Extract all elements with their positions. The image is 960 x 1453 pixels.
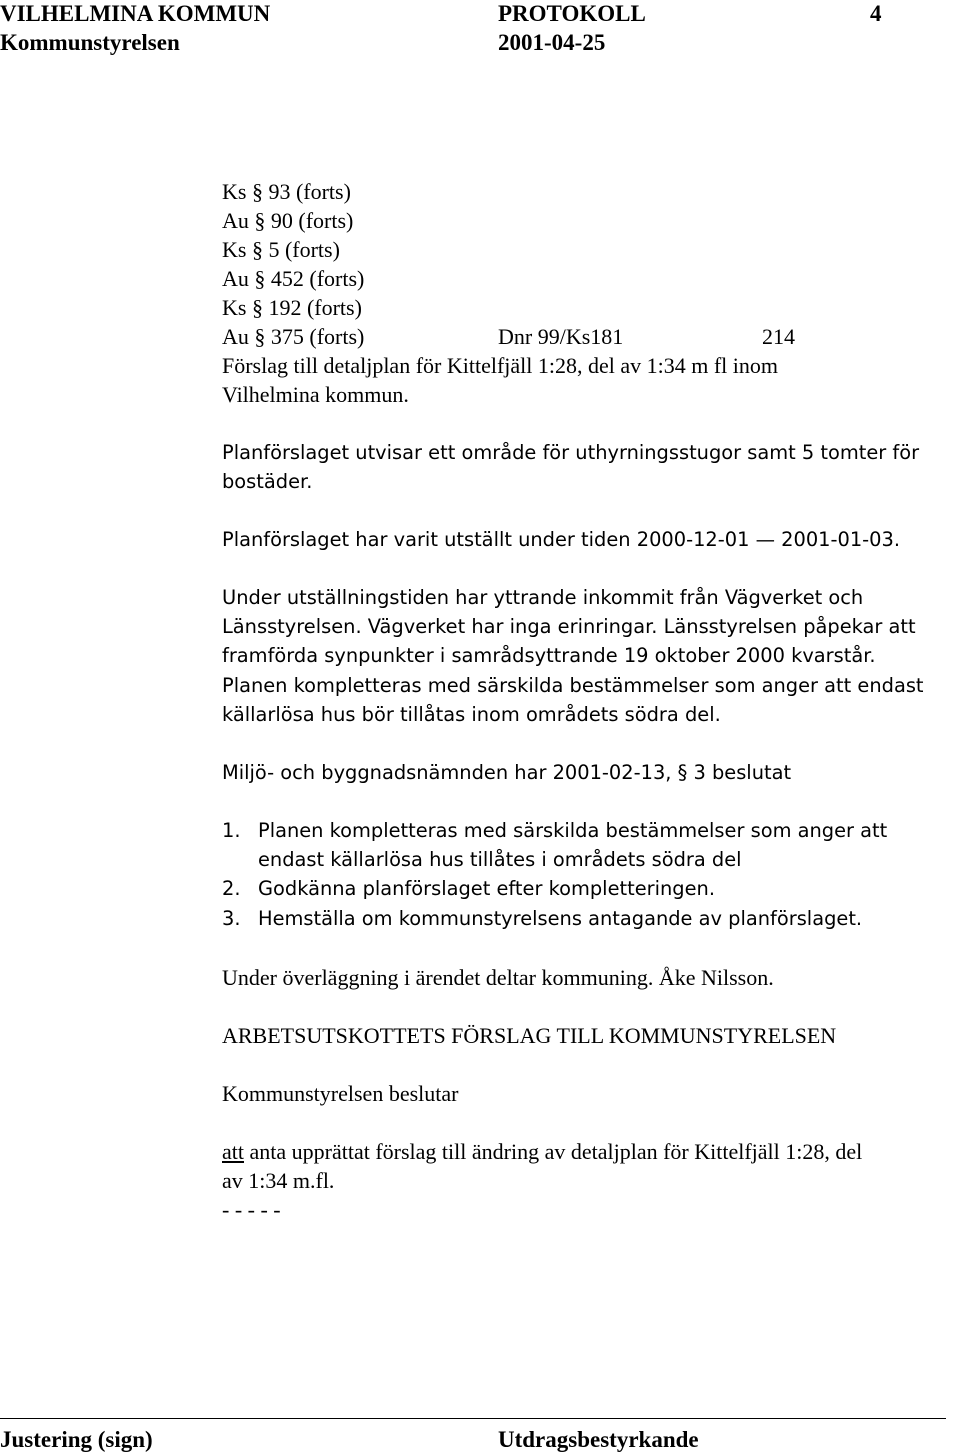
reference-line: Ks § 5 (forts) [222,237,340,262]
decision-number: 2. [222,877,241,900]
body-paragraph-line: Under utställningstiden har yttrande inkommit från Vägverket och [222,586,864,609]
reference-line: Au § 452 (forts) [222,266,365,291]
body-paragraph-line: framförda synpunkter i samrådsyttrande 19 oktober 2000 kvarstår. [222,644,876,667]
reference-line: Au § 90 (forts) [222,208,354,233]
header-body-name: Kommunstyrelsen [0,30,180,55]
header-doc-type: PROTOKOLL [498,1,646,26]
case-dnr: Dnr 99/Ks181 [498,324,624,349]
decision-number: 1. [222,819,241,842]
resolution-text: anta upprättat förslag till ändring av detaljplan för Kittelfjäll 1:28, del [244,1139,863,1164]
header-page-number: 4 [870,1,882,26]
decision-text: endast källarlösa hus tillåtes i områdets södra del [258,848,742,871]
decision-text: Hemställa om kommunstyrelsens antagande av planförslaget. [258,907,863,930]
body-paragraph-line: källarlösa hus bör tillåtas inom områdets södra del. [222,703,721,726]
footer-justering: Justering (sign) [0,1427,153,1452]
case-title-line: Förslag till detaljplan för Kittelfjäll 1:28, del av 1:34 m fl inom [222,353,779,378]
body-paragraph-line: Miljö- och byggnadsnämnden har 2001-02-13, § 3 beslutat [222,761,792,784]
resolution-line: av 1:34 m.fl. [222,1168,335,1193]
reference-line: Ks § 93 (forts) [222,179,351,204]
resolution-intro: Kommunstyrelsen beslutar [222,1081,459,1106]
header-date: 2001-04-25 [498,30,606,55]
case-number: 214 [762,324,795,349]
header-organization: VILHELMINA KOMMUN [0,1,271,26]
reference-line: Au § 375 (forts) [222,324,365,349]
body-paragraph-line: Planen kompletteras med särskilda bestämmelser som anger att endast [222,674,924,697]
footer-rule [0,1418,946,1419]
body-paragraph-line: Planförslaget utvisar ett område för uthyrningsstugor samt 5 tomter för [222,441,920,464]
footer-utdragsbestyrkande: Utdragsbestyrkande [498,1427,699,1452]
body-paragraph-line: Planförslaget har varit utställt under tiden 2000-12-01 — 2001-01-03. [222,528,900,551]
body-paragraph-line: bostäder. [222,470,313,493]
reference-line: Ks § 192 (forts) [222,295,362,320]
resolution-line [222,1141,862,1163]
body-paragraph-line: Länsstyrelsen. Vägverket har inga erinringar. Länsstyrelsen påpekar att [222,615,916,638]
case-title-line: Vilhelmina kommun. [222,382,409,407]
decision-number: 3. [222,907,241,930]
decision-text: Godkänna planförslaget efter kompletteringen. [258,877,715,900]
deliberation-note: Under överläggning i ärendet deltar kommuning. Åke Nilsson. [222,965,774,990]
proposal-heading: ARBETSUTSKOTTETS FÖRSLAG TILL KOMMUNSTYRELSEN [222,1023,837,1048]
end-marker: - - - - - [222,1197,281,1222]
decision-text: Planen kompletteras med särskilda bestämmelser som anger att [258,819,888,842]
att-keyword: att [222,1139,244,1164]
